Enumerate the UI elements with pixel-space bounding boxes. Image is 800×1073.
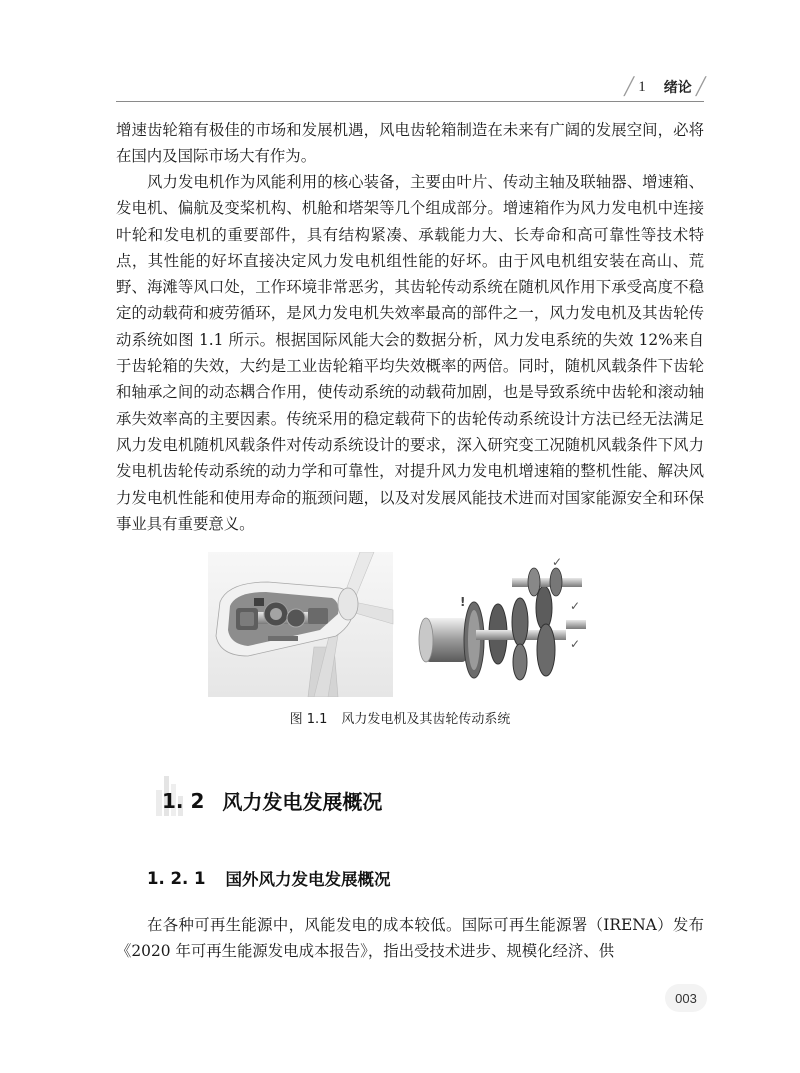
- figure-illustration: [208, 552, 598, 697]
- header-slash-right: ╱: [695, 77, 706, 97]
- paragraph-intro-continuation: 增速齿轮箱有极佳的市场和发展机遇，风电齿轮箱制造在未来有广阔的发展空间，必将在国内及国际市场大有作为。: [116, 121, 704, 166]
- figure-1-1: [208, 552, 598, 697]
- section-title: 风力发电发展概况: [222, 790, 383, 814]
- figure-caption-label: 图 1.1: [289, 712, 328, 727]
- subsection-heading: [147, 866, 390, 890]
- figure-caption: [0, 708, 800, 727]
- header-slash-left: ╱: [624, 77, 635, 97]
- gear-warning-mark: !: [460, 595, 466, 609]
- subsection-title: 国外风力发电发展概况: [225, 870, 391, 889]
- wind-turbine-image: [208, 552, 393, 697]
- subsection-number: 1. 2. 1: [147, 868, 206, 888]
- gear-transmission-image: [419, 555, 586, 680]
- gear-check-mark-1: ✓: [552, 555, 563, 569]
- gear-check-mark-2: ✓: [570, 599, 581, 613]
- gear-check-mark-3: ✓: [570, 637, 581, 651]
- paragraph-renewable-costs: 在各种可再生能源中，风能发电的成本较低。国际可再生能源署（IRENA）发布《2020 年可再生能源发电成本报告》，指出受技术进步、规模化经济、供: [116, 916, 704, 961]
- header-rule: [116, 101, 704, 102]
- header-chapter-title: 绪论: [663, 80, 692, 96]
- running-header: [624, 76, 706, 98]
- figure-caption-text: 风力发电机及其齿轮传动系统: [341, 712, 511, 727]
- header-chapter-number: 1: [638, 78, 646, 95]
- paragraph-wind-turbine-gearbox: 风力发电机作为风能利用的核心装备，主要由叶片、传动主轴及联轴器、增速箱、发电机、偏航及变桨机构、机舱和塔架等几个组成部分。增速箱作为风力发电机中连接叶轮和发电机的重要部件，具有结构紧凑、承载能力大、长寿命和高可靠性等技术特点，其性能的好坏直接决定风力发电机组性能的好坏。由于风电机组安装在高山、荒野、海滩等风口处，工作环境非常恶劣，其齿轮传动系统在随机风作用下承受高度不稳定的动载荷和疲劳循环，是风力发电机失效率最高的部件之一，风力发电机及其齿轮传动系统如图 1.1 所示。根据国际风能大会的数据分析，风力发电系统的失效 12%来自于齿轮箱的失效，大约是工业齿轮箱平均失效概率的两倍。同时，随机风载条件下齿轮和轴承之间的动态耦合作用，使传动系统的动载荷加剧，也是导致系统中齿轮和滚动轴承失效率高的主要因素。传统采用的稳定载荷下的齿轮传动系统设计方法已经无法满足风力发电机随机风载条件对传动系统设计的要求，深入研究变工况随机风载条件下风力发电机齿轮传动系统的动力学和可靠性，对提升风力发电机增速箱的整机性能、解决风力发电机性能和使用寿命的瓶颈问题，以及对发展风能技术进而对国家能源安全和环保事业具有重要意义。: [116, 173, 704, 533]
- page-number: 003: [665, 984, 707, 1012]
- section-number: 1. 2: [162, 788, 205, 813]
- section-heading: [162, 786, 382, 815]
